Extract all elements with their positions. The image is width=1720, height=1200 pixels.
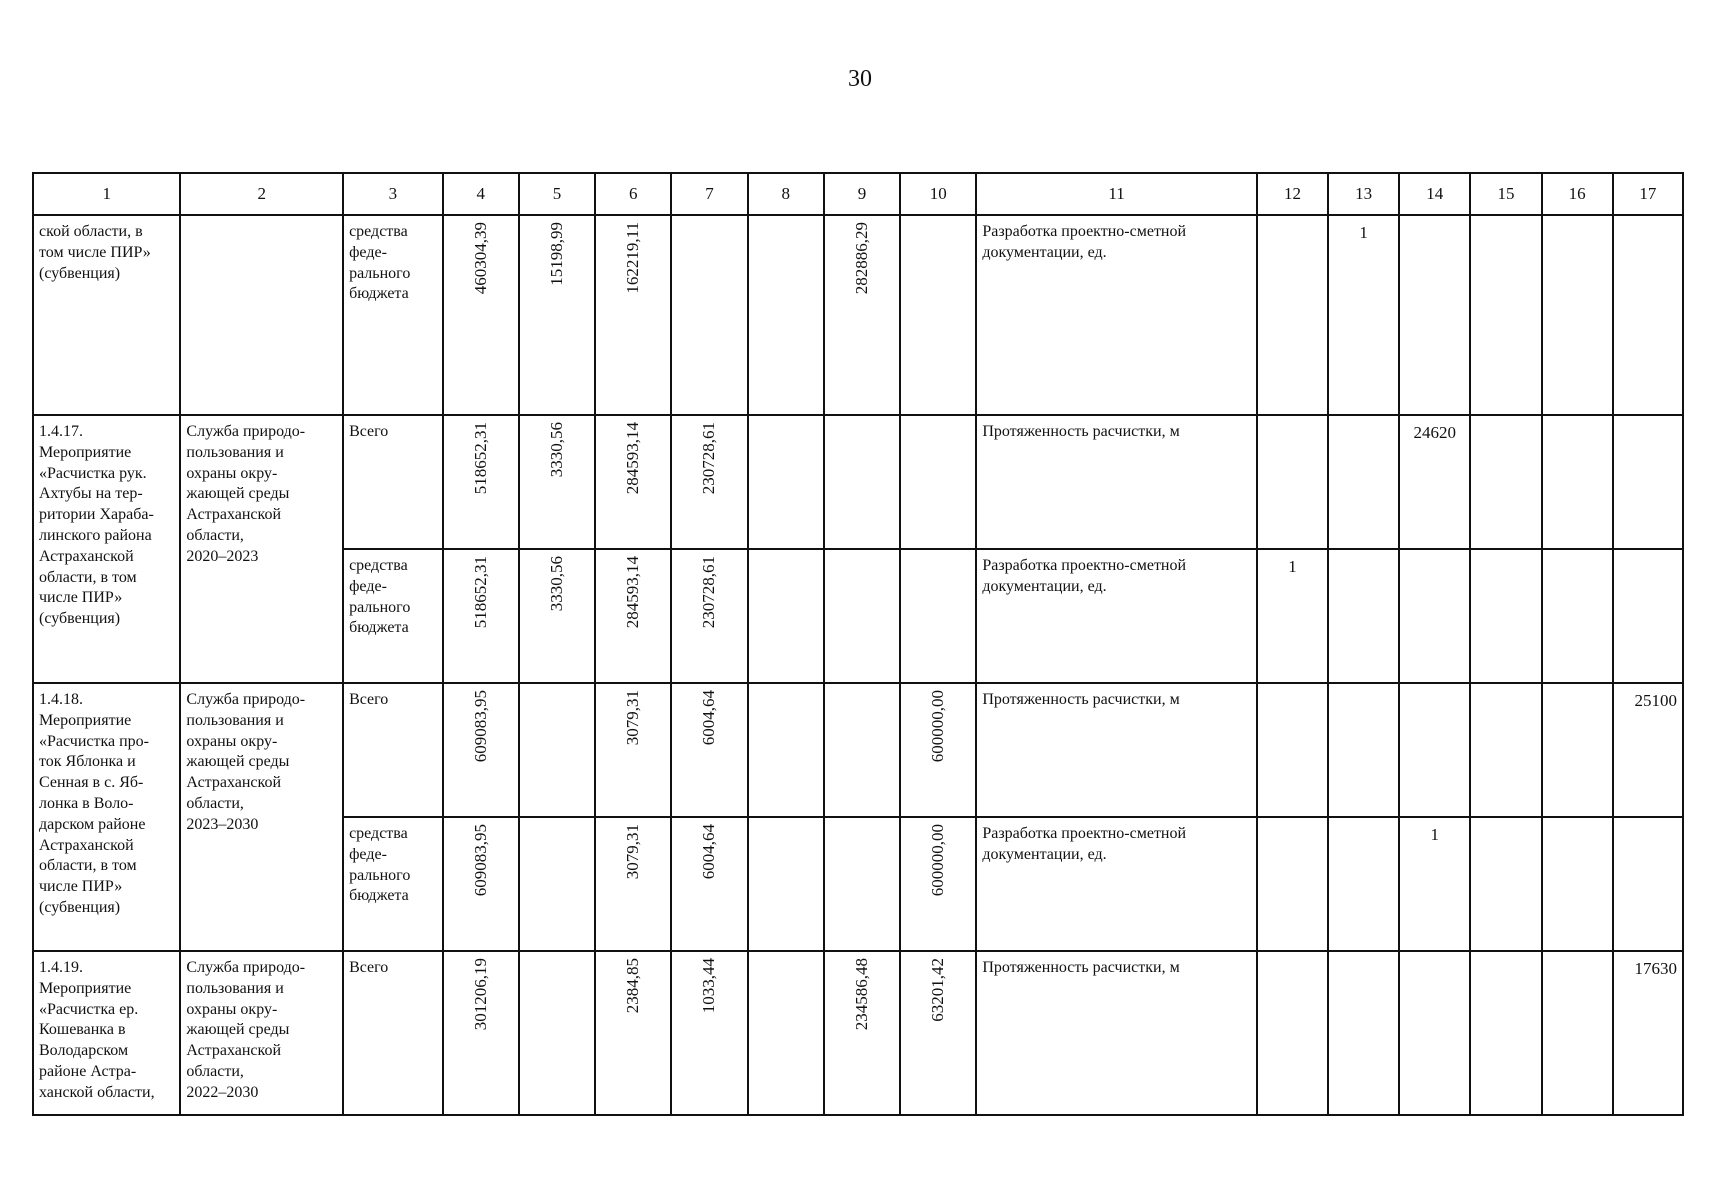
amount-col6: 284593,14 bbox=[623, 422, 643, 495]
amount-col9-cell bbox=[824, 415, 900, 549]
table-row bbox=[33, 415, 1683, 549]
value-col13-cell bbox=[1328, 549, 1399, 683]
indicator: Протяженность расчистки, м bbox=[982, 959, 1180, 976]
amount-col8-cell bbox=[748, 817, 824, 951]
indicator-cell bbox=[976, 951, 1257, 1115]
funding-source-cell bbox=[343, 951, 443, 1115]
event-name: 1.4.17. Мероприятие «Расчистка рук. Ахтубы на тер- ритории Хараба- линского района Астраханской области, в том числе ПИР» (субвенция) bbox=[39, 423, 154, 628]
col-header-5: 5 bbox=[519, 173, 595, 215]
executor: Служба природо- пользования и охраны окру- жающей среды Астраханской области, 2023–2030 bbox=[186, 691, 306, 833]
indicator: Разработка проектно-сметной документации, ед. bbox=[982, 557, 1187, 595]
budget-table bbox=[32, 172, 1684, 1116]
col-header-3: 3 bbox=[343, 173, 443, 215]
amount-col9-cell bbox=[824, 951, 900, 1115]
col-header-1: 1 bbox=[33, 173, 180, 215]
value-col17-cell bbox=[1613, 215, 1683, 415]
event-name-cell bbox=[33, 951, 180, 1115]
amount-total-cell bbox=[443, 683, 519, 817]
value-col17-cell bbox=[1613, 817, 1683, 951]
executor: Служба природо- пользования и охраны окру- жающей среды Астраханской области, 2020–2023 bbox=[186, 423, 306, 565]
amount-total-cell bbox=[443, 951, 519, 1115]
col-header-11: 11 bbox=[976, 173, 1257, 215]
indicator-cell bbox=[976, 215, 1257, 415]
amount-col9-cell bbox=[824, 817, 900, 951]
col-header-9: 9 bbox=[824, 173, 900, 215]
funding-source: средства феде- рального бюджета bbox=[349, 825, 411, 905]
value-col12-cell bbox=[1257, 817, 1328, 951]
value-col13-cell bbox=[1328, 951, 1399, 1115]
executor-cell bbox=[180, 951, 343, 1115]
amount-col6-cell bbox=[595, 951, 671, 1115]
col-header-6: 6 bbox=[595, 173, 671, 215]
col-header-10: 10 bbox=[900, 173, 976, 215]
amount-col6: 284593,14 bbox=[623, 556, 643, 629]
amount-col10-cell bbox=[900, 817, 976, 951]
value-col16-cell bbox=[1542, 817, 1613, 951]
value-col17: 25100 bbox=[1634, 691, 1677, 710]
indicator-cell bbox=[976, 817, 1257, 951]
table-row bbox=[33, 951, 1683, 1115]
amount-total: 609083,95 bbox=[470, 690, 490, 763]
amount-col10-cell bbox=[900, 215, 976, 415]
amount-col9-cell bbox=[824, 683, 900, 817]
amount-col10-cell bbox=[900, 549, 976, 683]
value-col14-cell bbox=[1399, 951, 1470, 1115]
value-col17: 17630 bbox=[1634, 959, 1677, 978]
amount-col10: 600000,00 bbox=[928, 690, 948, 763]
value-col13-cell bbox=[1328, 215, 1399, 415]
amount-col6: 2384,85 bbox=[623, 958, 643, 1014]
amount-col5-cell bbox=[519, 683, 595, 817]
value-col14: 24620 bbox=[1413, 423, 1457, 442]
amount-col7: 6004,64 bbox=[699, 824, 719, 880]
amount-total-cell bbox=[443, 415, 519, 549]
indicator-cell bbox=[976, 683, 1257, 817]
amount-total: 609083,95 bbox=[470, 824, 490, 897]
funding-source: Всего bbox=[349, 423, 389, 440]
value-col14-cell bbox=[1399, 215, 1470, 415]
funding-source: средства феде- рального бюджета bbox=[349, 223, 411, 303]
executor-cell bbox=[180, 215, 343, 415]
value-col13-cell bbox=[1328, 683, 1399, 817]
amount-col8-cell bbox=[748, 215, 824, 415]
amount-col5-cell bbox=[519, 549, 595, 683]
executor: Служба природо- пользования и охраны окру- жающей среды Астраханской области, 2022–2030 bbox=[186, 959, 306, 1101]
table-row bbox=[33, 683, 1683, 817]
executor-cell bbox=[180, 415, 343, 683]
amount-col6-cell bbox=[595, 817, 671, 951]
amount-col8-cell bbox=[748, 415, 824, 549]
value-col15-cell bbox=[1470, 549, 1541, 683]
value-col17-cell bbox=[1613, 951, 1683, 1115]
amount-col5: 15198,99 bbox=[546, 222, 566, 286]
funding-source-cell bbox=[343, 683, 443, 817]
amount-col7: 230728,61 bbox=[699, 422, 719, 495]
value-col12-cell bbox=[1257, 951, 1328, 1115]
col-header-2: 2 bbox=[180, 173, 343, 215]
event-name-cell bbox=[33, 683, 180, 951]
indicator: Протяженность расчистки, м bbox=[982, 423, 1180, 440]
amount-col6-cell bbox=[595, 549, 671, 683]
value-col12-cell bbox=[1257, 683, 1328, 817]
amount-total-cell bbox=[443, 549, 519, 683]
amount-col10-cell bbox=[900, 951, 976, 1115]
col-header-15: 15 bbox=[1470, 173, 1541, 215]
amount-col5-cell bbox=[519, 951, 595, 1115]
col-header-4: 4 bbox=[443, 173, 519, 215]
event-name: 1.4.19. Мероприятие «Расчистка ер. Кошеванка в Володарском районе Астра- ханской области, bbox=[39, 959, 155, 1101]
amount-col10: 63201,42 bbox=[928, 958, 948, 1022]
amount-col10-cell bbox=[900, 415, 976, 549]
col-header-16: 16 bbox=[1542, 173, 1613, 215]
col-header-7: 7 bbox=[671, 173, 747, 215]
amount-col7-cell bbox=[671, 215, 747, 415]
amount-col7-cell bbox=[671, 817, 747, 951]
amount-col8-cell bbox=[748, 951, 824, 1115]
funding-source-cell bbox=[343, 215, 443, 415]
amount-col9-cell bbox=[824, 549, 900, 683]
value-col14-cell bbox=[1399, 415, 1470, 549]
amount-col5: 3330,56 bbox=[546, 556, 566, 612]
value-col16-cell bbox=[1542, 683, 1613, 817]
funding-source-cell bbox=[343, 549, 443, 683]
amount-total: 518652,31 bbox=[470, 422, 490, 495]
col-header-17: 17 bbox=[1613, 173, 1683, 215]
event-name: ской области, в том числе ПИР» (субвенция) bbox=[39, 223, 151, 282]
amount-col7-cell bbox=[671, 951, 747, 1115]
amount-col5: 3330,56 bbox=[546, 422, 566, 478]
funding-source: Всего bbox=[349, 959, 389, 976]
amount-col6-cell bbox=[595, 415, 671, 549]
amount-col7: 230728,61 bbox=[699, 556, 719, 629]
col-header-14: 14 bbox=[1399, 173, 1470, 215]
amount-col7: 6004,64 bbox=[699, 690, 719, 746]
value-col16-cell bbox=[1542, 415, 1613, 549]
amount-col10-cell bbox=[900, 683, 976, 817]
funding-source: средства феде- рального бюджета bbox=[349, 557, 411, 637]
col-header-13: 13 bbox=[1328, 173, 1399, 215]
event-name: 1.4.18. Мероприятие «Расчистка про- ток Яблонка и Сенная в с. Яб- лонка в Воло- дарском районе Астраханской области, в том числе ПИР» (субвенция) bbox=[39, 691, 150, 916]
event-name-cell bbox=[33, 415, 180, 683]
value-col14-cell bbox=[1399, 683, 1470, 817]
indicator: Разработка проектно-сметной документации, ед. bbox=[982, 825, 1187, 863]
amount-total: 518652,31 bbox=[470, 556, 490, 629]
amount-col6-cell bbox=[595, 215, 671, 415]
col-header-12: 12 bbox=[1257, 173, 1328, 215]
amount-col7-cell bbox=[671, 549, 747, 683]
value-col12-cell bbox=[1257, 549, 1328, 683]
value-col16-cell bbox=[1542, 951, 1613, 1115]
value-col17-cell bbox=[1613, 415, 1683, 549]
amount-col6-cell bbox=[595, 683, 671, 817]
amount-col7-cell bbox=[671, 415, 747, 549]
executor-cell bbox=[180, 683, 343, 951]
value-col13-cell bbox=[1328, 415, 1399, 549]
funding-source: Всего bbox=[349, 691, 389, 708]
amount-col6: 3079,31 bbox=[623, 690, 643, 746]
col-header-8: 8 bbox=[748, 173, 824, 215]
value-col12: 1 bbox=[1288, 557, 1297, 576]
page-number: 30 bbox=[848, 66, 872, 92]
event-name-cell bbox=[33, 215, 180, 415]
amount-col7: 1033,44 bbox=[699, 958, 719, 1014]
amount-col9: 234586,48 bbox=[851, 958, 871, 1031]
value-col14: 1 bbox=[1430, 825, 1440, 844]
amount-total-cell bbox=[443, 817, 519, 951]
indicator-cell bbox=[976, 549, 1257, 683]
value-col14-cell bbox=[1399, 549, 1470, 683]
funding-source-cell bbox=[343, 817, 443, 951]
amount-col6: 3079,31 bbox=[623, 824, 643, 880]
value-col16-cell bbox=[1542, 215, 1613, 415]
amount-total: 460304,39 bbox=[470, 222, 490, 295]
value-col12-cell bbox=[1257, 215, 1328, 415]
value-col15-cell bbox=[1470, 817, 1541, 951]
amount-col7-cell bbox=[671, 683, 747, 817]
amount-total: 301206,19 bbox=[470, 958, 490, 1031]
indicator: Протяженность расчистки, м bbox=[982, 691, 1180, 708]
amount-col6: 162219,11 bbox=[623, 222, 643, 294]
table-row bbox=[33, 215, 1683, 415]
value-col15-cell bbox=[1470, 951, 1541, 1115]
amount-col5-cell bbox=[519, 415, 595, 549]
value-col13-cell bbox=[1328, 817, 1399, 951]
value-col17-cell bbox=[1613, 683, 1683, 817]
indicator: Разработка проектно-сметной документации, ед. bbox=[982, 223, 1187, 261]
amount-total-cell bbox=[443, 215, 519, 415]
indicator-cell bbox=[976, 415, 1257, 549]
value-col14-cell bbox=[1399, 817, 1470, 951]
amount-col5-cell bbox=[519, 215, 595, 415]
amount-col9-cell bbox=[824, 215, 900, 415]
amount-col8-cell bbox=[748, 683, 824, 817]
amount-col8-cell bbox=[748, 549, 824, 683]
amount-col10: 600000,00 bbox=[928, 824, 948, 897]
value-col12-cell bbox=[1257, 415, 1328, 549]
funding-source-cell bbox=[343, 415, 443, 549]
header-row bbox=[33, 173, 1683, 215]
value-col16-cell bbox=[1542, 549, 1613, 683]
value-col15-cell bbox=[1470, 415, 1541, 549]
value-col13: 1 bbox=[1359, 223, 1368, 242]
amount-col9: 282886,29 bbox=[851, 222, 871, 295]
value-col17-cell bbox=[1613, 549, 1683, 683]
amount-col5-cell bbox=[519, 817, 595, 951]
value-col15-cell bbox=[1470, 683, 1541, 817]
value-col15-cell bbox=[1470, 215, 1541, 415]
